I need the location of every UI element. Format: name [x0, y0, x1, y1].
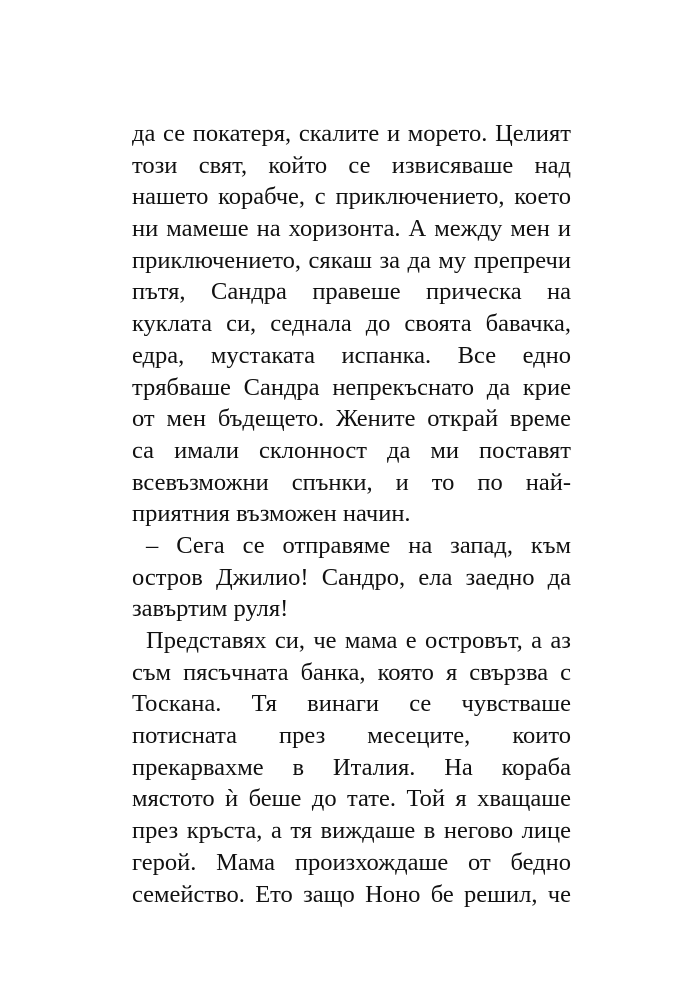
body-text — [132, 118, 571, 910]
text-line: приключението, сякаш за да му препречи — [132, 246, 571, 274]
text-line: семейство. Ето защо Ноно бе решил, че — [132, 880, 571, 908]
text-line: герой. Мама произхождаше от бедно — [132, 848, 571, 876]
text-line: приятния възможен начин. — [132, 500, 411, 528]
paragraph-first-line: Представях си, че мама е островът, а аз — [146, 627, 571, 654]
text-line: едра, мустаката испанка. Все едно — [132, 341, 571, 369]
text-line: нашето корабче, с приключението, което — [132, 183, 571, 211]
dialogue-line: – Сега се отправяме на запад, към — [146, 531, 571, 559]
text-line: от мен бъдещето. Жените открай време — [132, 405, 571, 433]
text-line: са имали склонност да ми поставят — [132, 436, 571, 464]
text-line: всевъзможни спънки, и то по най- — [132, 468, 571, 496]
text-line: Тоскана. Тя винаги се чувстваше — [132, 690, 571, 718]
text-line: през кръста, а тя виждаше в негово лице — [132, 817, 571, 845]
text-line: мястото ѝ беше до тате. Той я хващаше — [132, 785, 571, 813]
text-line: куклата си, седнала до своята бавачка, — [132, 310, 571, 338]
text-line: пътя, Сандра правеше прическа на — [132, 278, 571, 306]
text-line: остров Джилио! Сандро, ела заедно да — [132, 563, 571, 591]
text-line: съм пясъчната банка, която я свързва с — [132, 658, 571, 686]
text-line: ни мамеше на хоризонта. А между мен и — [132, 215, 571, 243]
text-line: да се покатеря, скалите и морето. Целият — [132, 120, 571, 147]
text-line: завъртим руля! — [132, 595, 289, 623]
text-line: потисната през месеците, които — [132, 722, 571, 750]
text-line: този свят, който се извисяваше над — [132, 151, 571, 179]
text-line: прекарвахме в Италия. На кораба — [132, 753, 571, 781]
text-line: трябваше Сандра непрекъснато да крие — [132, 373, 571, 401]
